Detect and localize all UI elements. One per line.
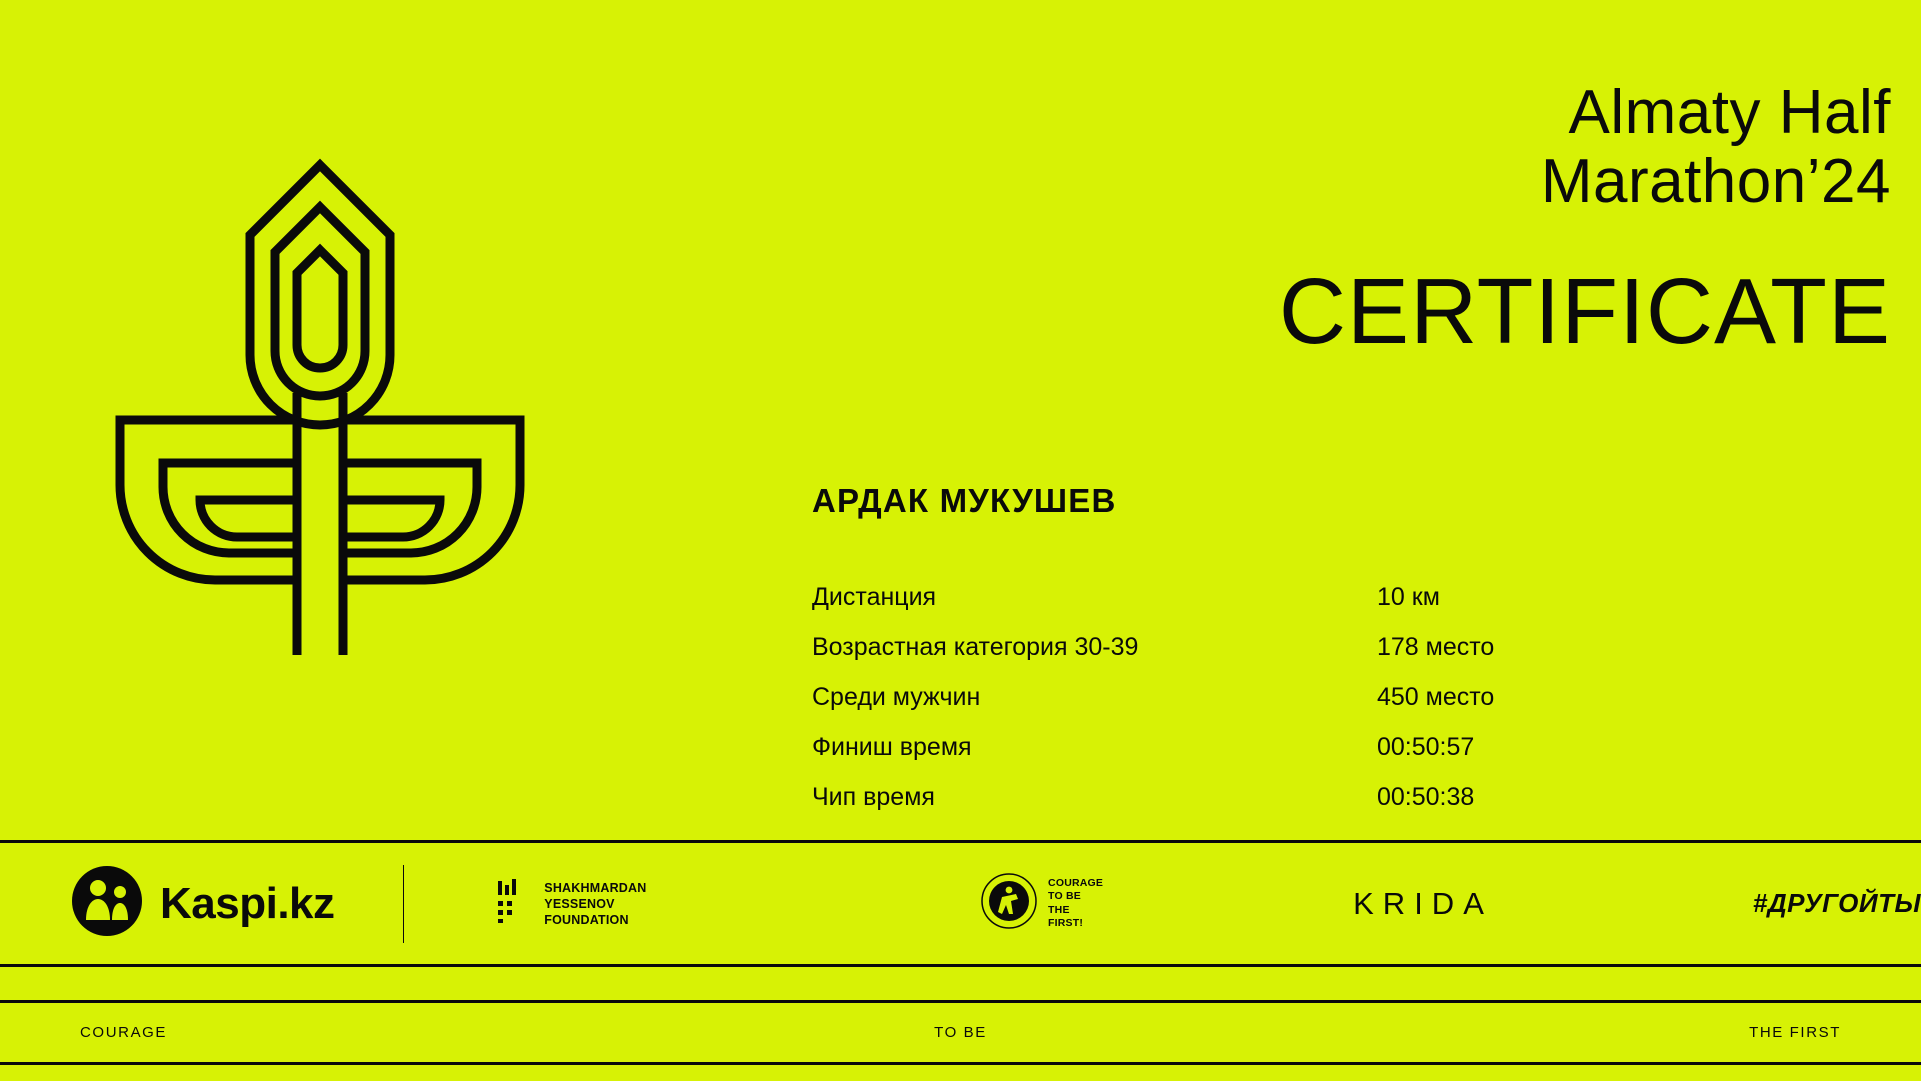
sponsor-divider <box>403 865 405 943</box>
result-value: 10 км <box>1377 583 1440 611</box>
corporate-line3: THE FIRST! <box>1048 903 1084 929</box>
corporate-fund-label <box>1048 877 1103 930</box>
result-row <box>812 622 1672 672</box>
footer-slogan-right: THE FIRST <box>1749 1024 1841 1041</box>
footer-slogan <box>0 1003 1921 1062</box>
result-row <box>812 672 1672 722</box>
result-value: 178 место <box>1377 633 1495 661</box>
yessenov-line2: FOUNDATION <box>544 912 629 927</box>
footer-slogan-middle: TO BE <box>934 1024 987 1041</box>
sponsor-drugoity: #ДРУГОЙТЫ <box>1752 888 1921 918</box>
event-title-line1: Almaty Half <box>1568 78 1891 147</box>
event-title-line2: Marathon’24 <box>1540 147 1891 217</box>
sponsor-kaspi <box>72 866 335 941</box>
result-row <box>812 572 1672 622</box>
result-row <box>812 772 1672 822</box>
certificate-heading: CERTIFICATE <box>1278 258 1891 363</box>
yessenov-label <box>544 880 695 928</box>
result-label: Среди мужчин <box>812 683 981 711</box>
title-block <box>1278 78 1891 363</box>
result-label: Финиш время <box>812 733 972 761</box>
footer-slogan-left: COURAGE <box>80 1024 168 1041</box>
divider-mid <box>0 964 1921 967</box>
corporate-line2: TO BE <box>1048 890 1081 903</box>
sponsor-corporate-fund <box>980 872 1103 935</box>
sponsor-krida: KRIDA <box>1353 885 1493 921</box>
sponsor-bar <box>0 843 1921 964</box>
athlete-name: АРДАК МУКУШЕВ <box>812 482 1117 519</box>
result-label: Чип время <box>812 783 935 811</box>
result-label: Возрастная категория 30-39 <box>812 633 1139 661</box>
yessenov-foundation-icon <box>496 879 530 928</box>
result-value: 00:50:38 <box>1377 783 1475 811</box>
result-value: 450 место <box>1377 683 1495 711</box>
yessenov-line1: SHAKHMARDAN YESSENOV <box>544 880 647 911</box>
kaspi-label: Kaspi.kz <box>160 878 335 928</box>
result-label: Дистанция <box>812 583 937 611</box>
corporate-fund-icon <box>980 872 1038 935</box>
corporate-line1: COURAGE <box>1048 877 1104 890</box>
kaspi-logo-icon <box>72 866 142 941</box>
results-list <box>812 572 1672 822</box>
tulip-emblem-icon <box>60 155 580 715</box>
result-row <box>812 722 1672 772</box>
sponsor-yessenov <box>496 879 695 928</box>
divider-bottom <box>0 1062 1921 1065</box>
result-value: 00:50:57 <box>1377 733 1475 761</box>
